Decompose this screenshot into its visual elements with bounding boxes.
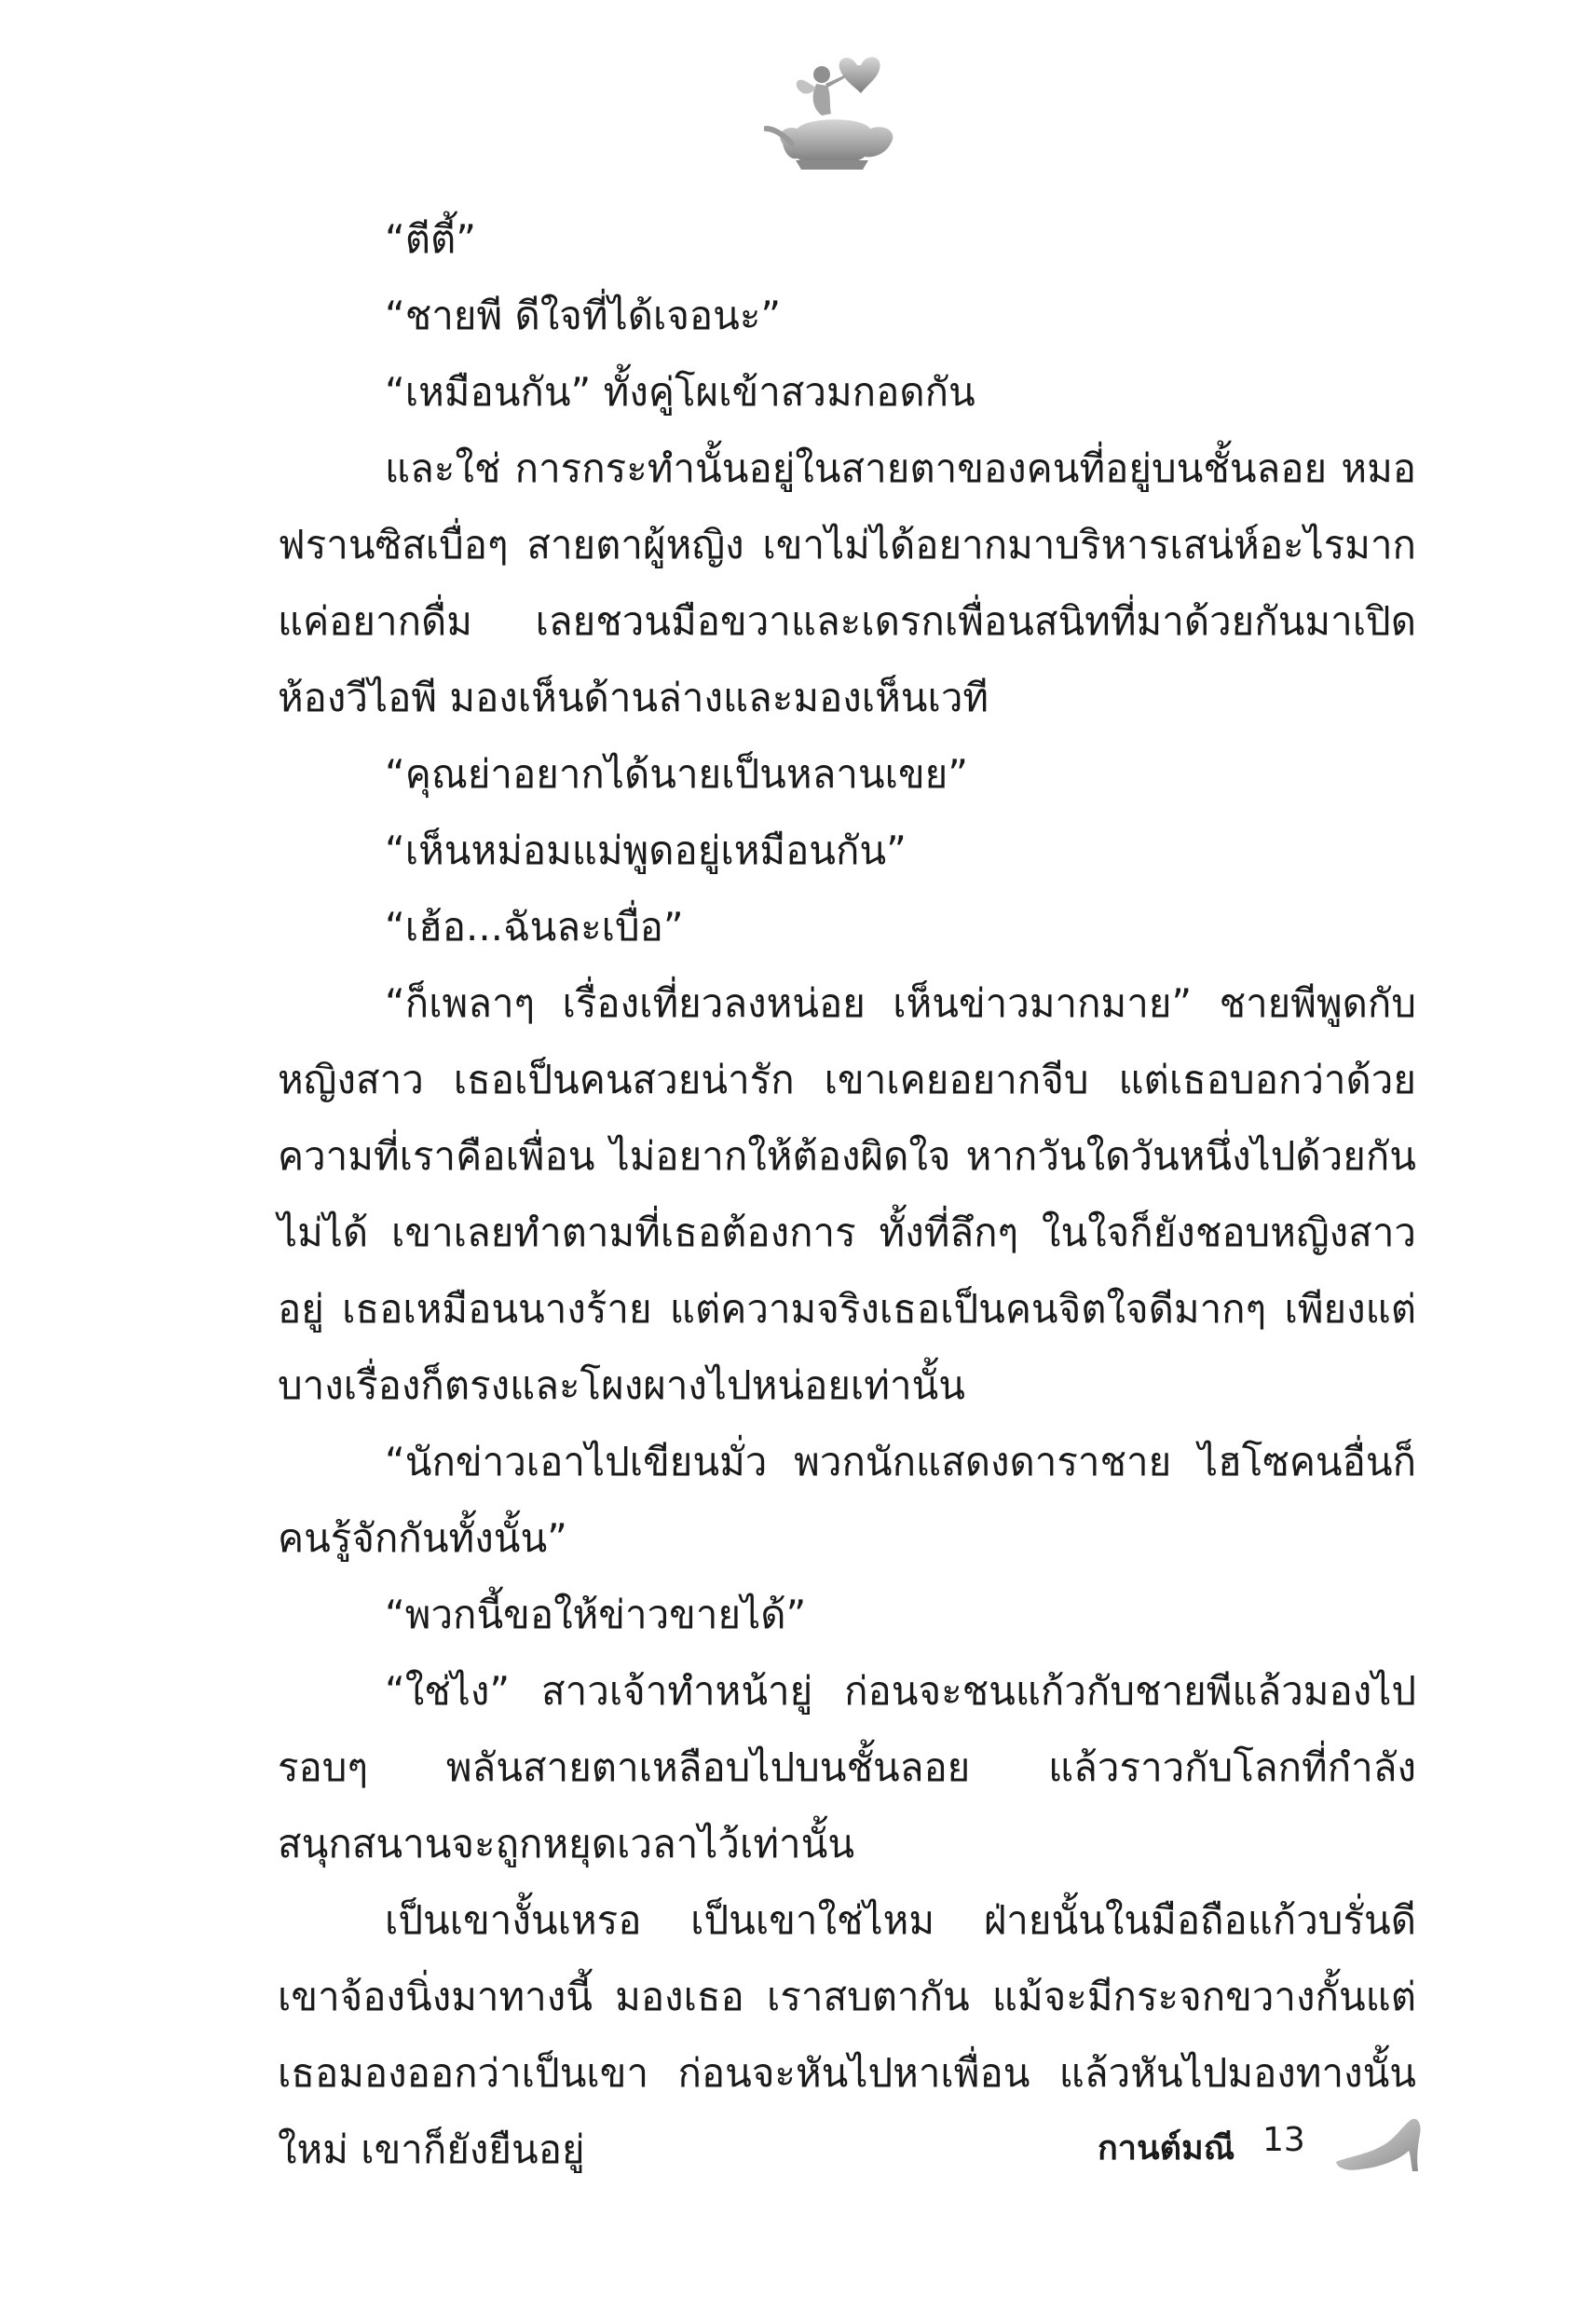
paragraph: เป็นเขางั้นเหรอ เป็นเขาใช่ไหม ฝ่ายนั้นในมือถือแก้วบรั่นดี เขาจ้องนิ่งมาทางนี้ มองเธอ เราสบตากัน แม้จะมีกระจกขวางกั้นแต่เธอมองออกว่าเป็นเขา ก่อนจะหันไปหาเพื่อน แล้วหันไปมองทางนั้นใหม่ เขาก็ยังยืนอยู่ bbox=[278, 1897, 1416, 2172]
paragraph: และใช่ การกระทำนั้นอยู่ในสายตาของคนที่อยู่บนชั้นลอย หมอฟรานซิสเบื่อๆ สายตาผู้หญิง เขาไม่ได้อยากมาบริหารเสน่ห์อะไรมาก แค่อยากดื่ม เลยชวนมือขวาและเดรกเพื่อนสนิทที่มาด้วยกันมาเปิดห้องวีไอพี มองเห็นด้านล่างและมองเห็นเวที bbox=[278, 445, 1416, 720]
paragraph: “พวกนี้ขอให้ข่าวขายได้” bbox=[385, 1592, 807, 1637]
page-number: 13 bbox=[1262, 2121, 1305, 2159]
paragraph: “ชายพี ดีใจที่ได้เจอนะ” bbox=[385, 293, 782, 338]
teapot-cupid-ornament-icon bbox=[764, 47, 904, 177]
paragraph: “ก็เพลาๆ เรื่องเที่ยวลงหน่อย เห็นข่าวมากมาย” ชายพีพูดกับหญิงสาว เธอเป็นคนสวยน่ารัก เขาเคยอยากจีบ แต่เธอบอกว่าด้วยความที่เราคือเพื่อน ไม่อยากให้ต้องผิดใจ หากวันใดวันหนึ่งไปด้วยกันไม่ได้ เขาเลยทำตามที่เธอต้องการ ทั้งที่ลึกๆ ในใจก็ยังชอบหญิงสาวอยู่ เธอเหมือนนางร้าย แต่ความจริงเธอเป็นคนจิตใจดีมากๆ เพียงแต่บางเรื่องก็ตรงและโผงผางไปหน่อยเท่านั้น bbox=[278, 980, 1416, 1408]
author-name: กานต์มณี bbox=[1098, 2129, 1235, 2167]
paragraph: “นักข่าวเอาไปเขียนมั่ว พวกนักแสดงดาราชาย ไฮโซคนอื่นก็คนรู้จักกันทั้งนั้น” bbox=[278, 1439, 1416, 1561]
high-heel-shoe-icon bbox=[1332, 2113, 1425, 2179]
paragraph: “ใช่ไง” สาวเจ้าทำหน้ายู่ ก่อนจะชนแก้วกับชายพีแล้วมองไปรอบๆ พลันสายตาเหลือบไปบนชั้นลอย แล้วราวกับโลกที่กำลังสนุกสนานจะถูกหยุดเวลาไว้เท่านั้น bbox=[278, 1668, 1416, 1867]
page-footer bbox=[1071, 2113, 1425, 2188]
paragraph: “เห็นหม่อมแม่พูดอยู่เหมือนกัน” bbox=[385, 827, 907, 873]
paragraph: “ตีตี้” bbox=[385, 216, 477, 262]
paragraph: “เหมือนกัน” ทั้งคู่โผเข้าสวมกอดกัน bbox=[385, 369, 975, 415]
paragraph: “คุณย่าอยากได้นายเป็นหลานเขย” bbox=[385, 751, 969, 797]
paragraph: “เฮ้อ...ฉันละเบื่อ” bbox=[385, 904, 684, 950]
body-text bbox=[278, 201, 1416, 2188]
